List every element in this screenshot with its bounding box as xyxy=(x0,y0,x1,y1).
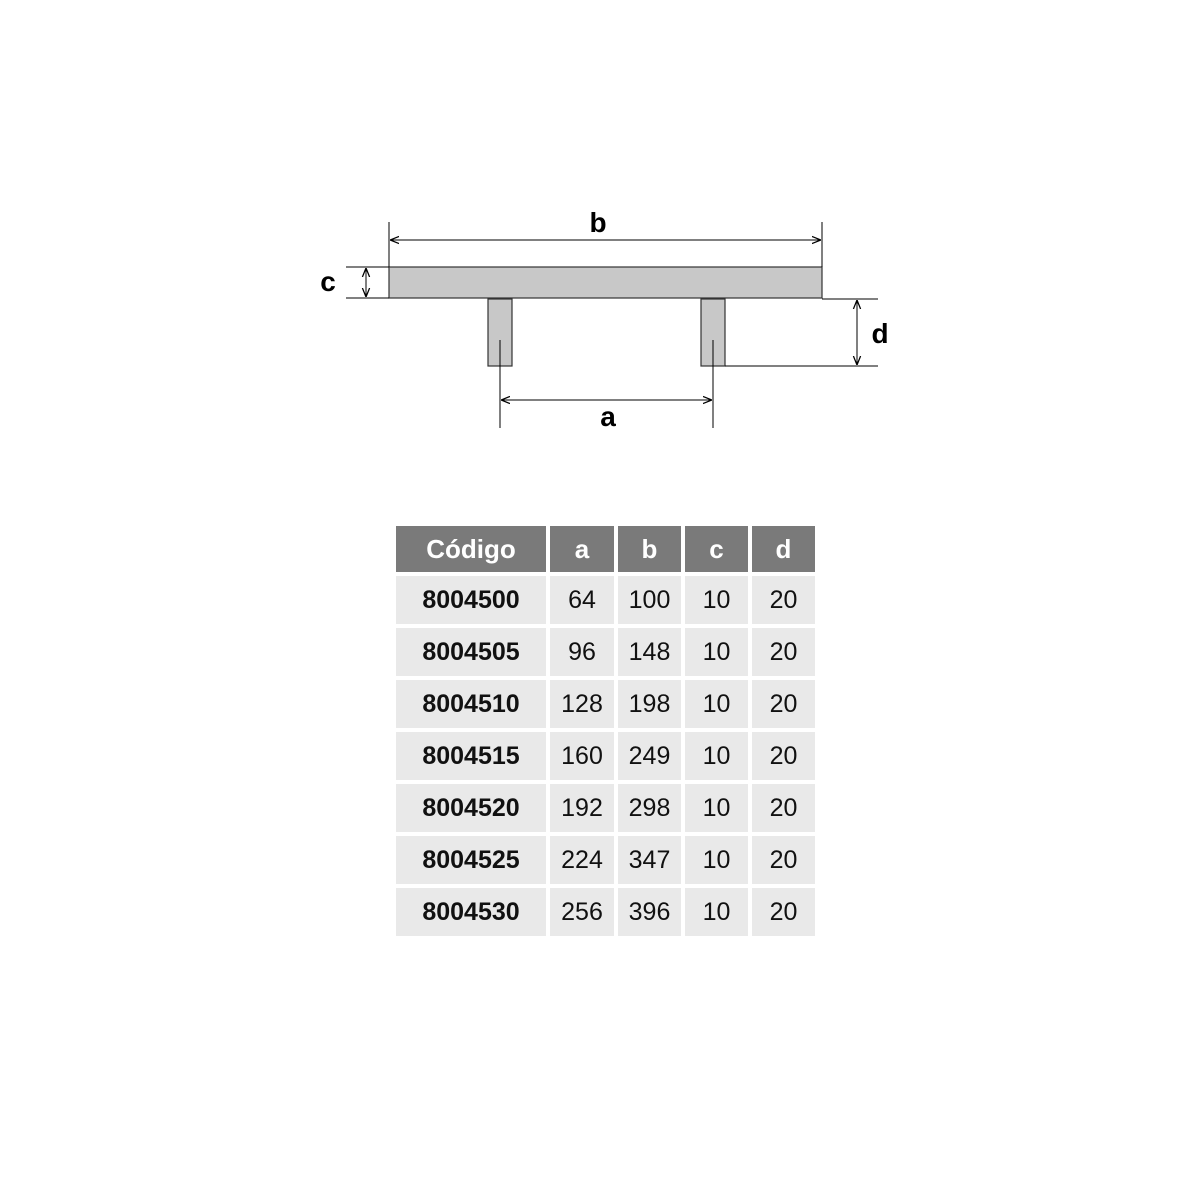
table-row xyxy=(396,888,815,936)
cell-d: 20 xyxy=(752,628,815,676)
label-d: d xyxy=(871,318,889,349)
handle-bar xyxy=(389,267,822,298)
header-a: a xyxy=(550,526,614,572)
cell-codigo: 8004510 xyxy=(396,680,546,728)
cell-c: 10 xyxy=(685,836,748,884)
cell-c: 10 xyxy=(685,628,748,676)
cell-codigo: 8004525 xyxy=(396,836,546,884)
dimensions-table xyxy=(392,522,819,940)
table-row xyxy=(396,680,815,728)
table-header-row xyxy=(396,526,815,572)
cell-d: 20 xyxy=(752,680,815,728)
label-b: b xyxy=(589,207,607,238)
label-a: a xyxy=(600,401,616,432)
cell-c: 10 xyxy=(685,888,748,936)
cell-d: 20 xyxy=(752,732,815,780)
dimension-a xyxy=(500,340,713,432)
cell-b: 148 xyxy=(618,628,681,676)
table-row xyxy=(396,576,815,624)
cell-codigo: 8004520 xyxy=(396,784,546,832)
cell-a: 128 xyxy=(550,680,614,728)
header-codigo: Código xyxy=(396,526,546,572)
cell-b: 347 xyxy=(618,836,681,884)
cell-a: 256 xyxy=(550,888,614,936)
cell-c: 10 xyxy=(685,732,748,780)
cell-b: 249 xyxy=(618,732,681,780)
cell-d: 20 xyxy=(752,784,815,832)
table-row xyxy=(396,628,815,676)
cell-codigo: 8004505 xyxy=(396,628,546,676)
cell-c: 10 xyxy=(685,680,748,728)
dimension-d xyxy=(725,299,889,366)
cell-b: 396 xyxy=(618,888,681,936)
cell-a: 160 xyxy=(550,732,614,780)
cell-d: 20 xyxy=(752,576,815,624)
cell-b: 298 xyxy=(618,784,681,832)
cell-codigo: 8004515 xyxy=(396,732,546,780)
cell-a: 224 xyxy=(550,836,614,884)
header-c: c xyxy=(685,526,748,572)
cell-d: 20 xyxy=(752,836,815,884)
cell-b: 100 xyxy=(618,576,681,624)
cell-codigo: 8004530 xyxy=(396,888,546,936)
dimension-b xyxy=(389,207,822,267)
table-row xyxy=(396,784,815,832)
header-b: b xyxy=(618,526,681,572)
cell-codigo: 8004500 xyxy=(396,576,546,624)
cell-d: 20 xyxy=(752,888,815,936)
cell-a: 64 xyxy=(550,576,614,624)
table-row xyxy=(396,732,815,780)
header-d: d xyxy=(752,526,815,572)
cell-a: 96 xyxy=(550,628,614,676)
cell-c: 10 xyxy=(685,576,748,624)
cell-b: 198 xyxy=(618,680,681,728)
table-row xyxy=(396,836,815,884)
label-c: c xyxy=(320,266,336,297)
cell-c: 10 xyxy=(685,784,748,832)
handle-dimension-diagram xyxy=(0,0,1201,470)
cell-a: 192 xyxy=(550,784,614,832)
dimension-c xyxy=(320,266,389,298)
